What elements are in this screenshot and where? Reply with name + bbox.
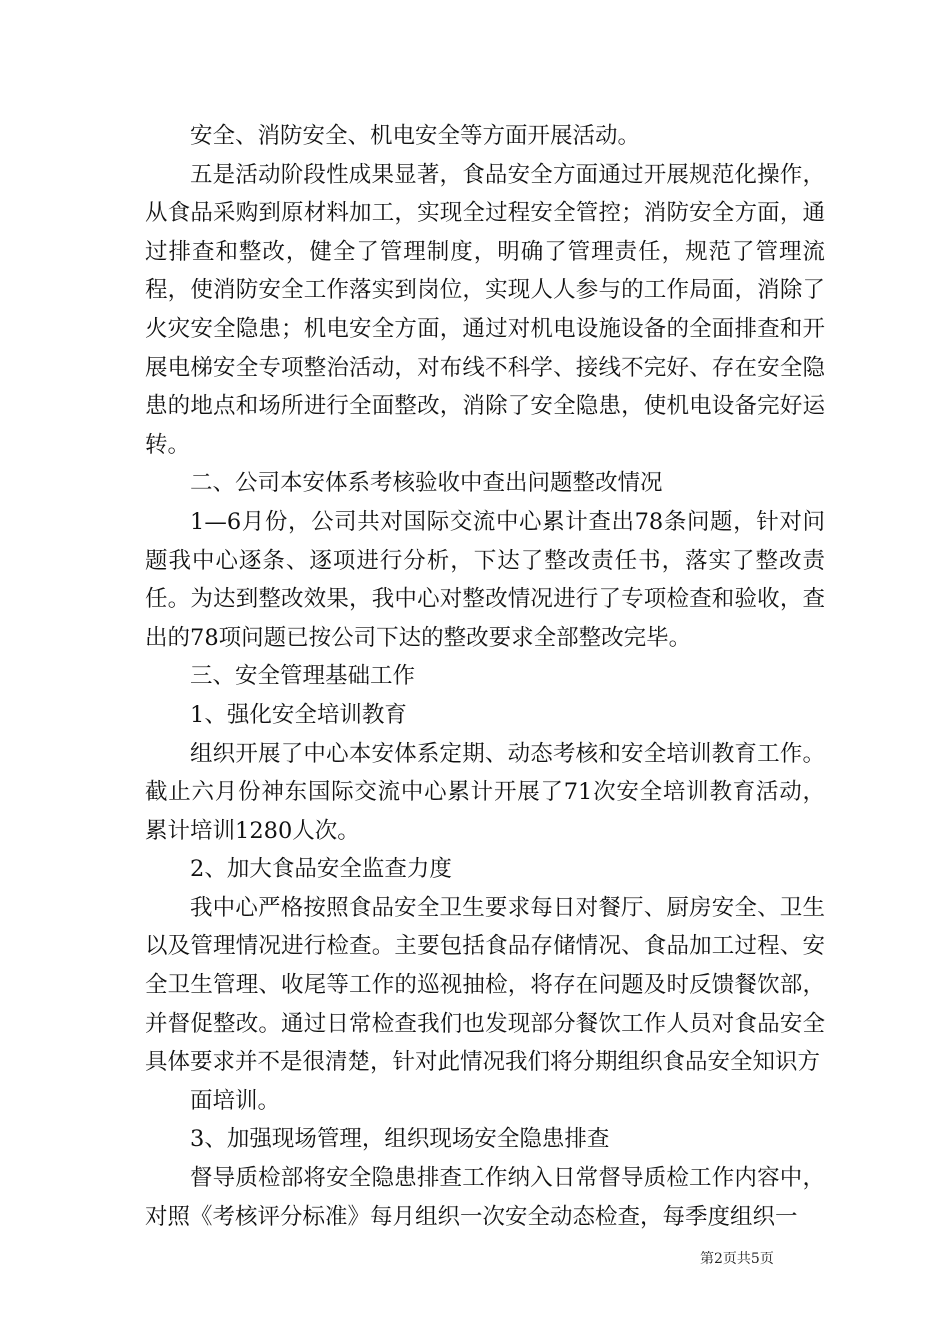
paragraph: 三、安全管理基础工作 bbox=[190, 663, 416, 690]
paragraph: 1、强化安全培训教育 bbox=[190, 701, 407, 728]
paragraph: 面培训。 bbox=[190, 1087, 281, 1114]
paragraph: 督导质检部将安全隐患排查工作纳入日常督导质检工作内容中，对照《考核评分标准》每月组织一次安全动态检查，每季度组织一 bbox=[145, 1165, 825, 1230]
document-body bbox=[145, 117, 825, 1236]
paragraph: 我中心严格按照食品安全卫生要求每日对餐厅、厨房安全、卫生以及管理情况进行检查。主要包括食品存储情况、食品加工过程、安全卫生管理、收尾等工作的巡视抽检，将存在问题及时反馈餐饮部，并督促整改。通过日常检查我们也发现部分餐饮工作人员对食品安全具体要求并不是很清楚，针对此情况我们将分期组织食品安全知识方 bbox=[145, 894, 825, 1076]
paragraph: 3、加强现场管理，组织现场安全隐患排查 bbox=[190, 1126, 610, 1153]
paragraph: 二、公司本安体系考核验收中查出问题整改情况 bbox=[190, 470, 663, 497]
paragraph: 组织开展了中心本安体系定期、动态考核和安全培训教育工作。截止六月份神东国际交流中心累计开展了71次安全培训教育活动，累计培训1280人次。 bbox=[145, 740, 825, 844]
paragraph: 2、加大食品安全监查力度 bbox=[190, 856, 452, 883]
paragraph: 1—6月份，公司共对国际交流中心累计查出78条问题，针对问题我中心逐条、逐项进行分析，下达了整改责任书，落实了整改责任。为达到整改效果，我中心对整改情况进行了专项检查和验收，查出的78项问题已按公司下达的整改要求全部整改完毕。 bbox=[145, 508, 825, 651]
paragraph: 五是活动阶段性成果显著，食品安全方面通过开展规范化操作，从食品采购到原材料加工，实现全过程安全管控；消防安全方面，通过排查和整改，健全了管理制度，明确了管理责任，规范了管理流程，使消防安全工作落实到岗位，实现人人参与的工作局面，消除了火灾安全隐患；机电安全方面，通过对机电设施设备的全面排查和开展电梯安全专项整治活动，对布线不科学、接线不完好、存在安全隐患的地点和场所进行全面整改，消除了安全隐患，使机电设备完好运转。 bbox=[145, 161, 825, 458]
paragraph: 安全、消防安全、机电安全等方面开展活动。 bbox=[190, 123, 641, 149]
page-number: 第2页共5页 bbox=[700, 1251, 774, 1267]
